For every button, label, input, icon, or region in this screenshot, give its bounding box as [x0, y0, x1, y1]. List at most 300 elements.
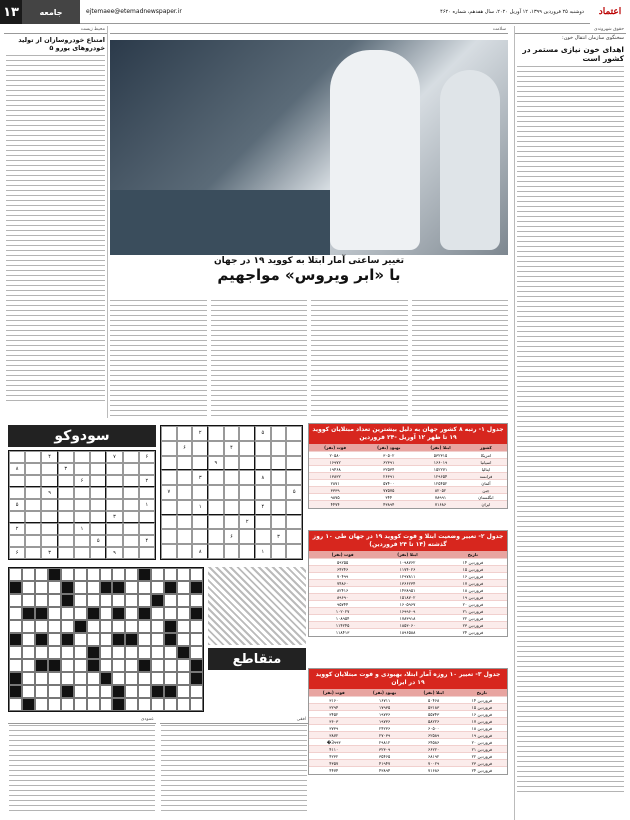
sudoku-cell[interactable]: ۵ [9, 499, 25, 511]
sudoku-cell[interactable] [286, 470, 302, 485]
crossword-cell[interactable] [22, 568, 35, 581]
sudoku-cell[interactable] [58, 535, 74, 547]
sudoku-cell[interactable] [161, 441, 177, 456]
sudoku-cell[interactable] [123, 523, 139, 535]
sudoku-cell[interactable] [271, 515, 287, 530]
sudoku-cell[interactable] [123, 511, 139, 523]
sudoku-cell[interactable] [90, 451, 106, 463]
crossword-cell[interactable] [35, 672, 48, 685]
sudoku-cell[interactable]: ۳ [41, 547, 57, 559]
crossword-cell[interactable] [164, 607, 177, 620]
crossword-cell[interactable] [151, 620, 164, 633]
crossword-cell[interactable] [48, 581, 61, 594]
sudoku-cell[interactable] [161, 500, 177, 515]
sudoku-cell[interactable] [177, 515, 193, 530]
sudoku-cell[interactable]: ۸ [9, 463, 25, 475]
crossword-cell[interactable] [61, 620, 74, 633]
crossword-cell[interactable] [61, 568, 74, 581]
crossword-cell[interactable] [61, 607, 74, 620]
crossword-cell[interactable] [61, 659, 74, 672]
sudoku-cell[interactable] [25, 499, 41, 511]
sudoku-cell[interactable] [25, 547, 41, 559]
sudoku-cell[interactable] [74, 499, 90, 511]
crossword-cell[interactable] [35, 568, 48, 581]
crossword-cell[interactable] [100, 607, 113, 620]
crossword-cell[interactable] [100, 568, 113, 581]
sudoku-cell[interactable] [161, 456, 177, 471]
crossword-cell[interactable] [22, 581, 35, 594]
crossword-cell[interactable] [22, 594, 35, 607]
crossword-cell[interactable] [87, 594, 100, 607]
sudoku-cell[interactable] [239, 441, 255, 456]
sudoku-cell[interactable] [177, 470, 193, 485]
crossword-cell[interactable] [22, 685, 35, 698]
crossword-cell[interactable] [151, 633, 164, 646]
crossword-cell[interactable] [138, 581, 151, 594]
crossword-cell[interactable] [138, 698, 151, 711]
sudoku-cell[interactable] [192, 485, 208, 500]
crossword-cell[interactable] [74, 659, 87, 672]
crossword-cell[interactable] [151, 581, 164, 594]
sudoku-cell[interactable] [74, 511, 90, 523]
sudoku-cell[interactable] [255, 515, 271, 530]
crossword-cell[interactable] [125, 672, 138, 685]
table-3 [308, 668, 508, 775]
sudoku-cell[interactable] [25, 475, 41, 487]
crossword-cell[interactable] [74, 568, 87, 581]
sudoku-cell[interactable] [192, 456, 208, 471]
sudoku-cell[interactable] [208, 515, 224, 530]
crossword-cell[interactable] [177, 607, 190, 620]
sudoku-cell[interactable]: ۳ [106, 511, 122, 523]
sudoku-cell[interactable] [208, 544, 224, 559]
sudoku-cell[interactable]: ۱ [192, 500, 208, 515]
sudoku-cell[interactable] [25, 523, 41, 535]
crossword-cell[interactable] [112, 568, 125, 581]
crossword-cell[interactable] [48, 698, 61, 711]
sudoku-cell[interactable] [9, 511, 25, 523]
sudoku-cell[interactable] [161, 426, 177, 441]
sudoku-cell[interactable] [25, 463, 41, 475]
sudoku-cell[interactable]: ۸ [192, 544, 208, 559]
sudoku-cell[interactable] [255, 456, 271, 471]
crossword-cell[interactable] [61, 672, 74, 685]
sudoku-cell[interactable] [9, 487, 25, 499]
crossword-cell[interactable] [138, 685, 151, 698]
crossword-cell[interactable] [112, 659, 125, 672]
sudoku-cell[interactable] [90, 499, 106, 511]
sudoku-cell[interactable] [286, 441, 302, 456]
crossword-cell[interactable] [35, 620, 48, 633]
crossword-cell[interactable] [74, 646, 87, 659]
sudoku-cell[interactable] [271, 426, 287, 441]
crossword-cell[interactable] [100, 594, 113, 607]
sudoku-cell[interactable] [25, 511, 41, 523]
sudoku-cell[interactable] [286, 544, 302, 559]
crossword-cell[interactable] [61, 698, 74, 711]
crossword-cell[interactable] [74, 685, 87, 698]
sudoku-cell[interactable] [123, 451, 139, 463]
crossword-cell[interactable] [74, 698, 87, 711]
crossword-cell [87, 646, 100, 659]
crossword-cell[interactable] [48, 607, 61, 620]
sudoku-cell[interactable] [41, 499, 57, 511]
sudoku-cell[interactable] [25, 451, 41, 463]
sudoku-cell[interactable] [25, 487, 41, 499]
sudoku-cell[interactable]: ۹ [41, 487, 57, 499]
sudoku-cell[interactable] [123, 487, 139, 499]
sudoku-cell[interactable] [123, 499, 139, 511]
crossword-cell[interactable] [9, 620, 22, 633]
crossword-cell[interactable] [48, 672, 61, 685]
crossword-cell[interactable] [177, 568, 190, 581]
crossword-cell[interactable] [125, 594, 138, 607]
sudoku-cell[interactable]: ۱ [74, 523, 90, 535]
sudoku-cell[interactable] [286, 456, 302, 471]
sudoku-cell[interactable] [74, 535, 90, 547]
crossword-cell[interactable] [138, 594, 151, 607]
sudoku-cell[interactable]: ۶ [74, 475, 90, 487]
sudoku-cell[interactable] [58, 487, 74, 499]
sudoku-cell[interactable] [41, 463, 57, 475]
sudoku-cell[interactable] [208, 485, 224, 500]
crossword-cell[interactable] [100, 659, 113, 672]
crossword-cell[interactable] [125, 685, 138, 698]
sudoku-cell[interactable] [9, 451, 25, 463]
crossword-cell[interactable] [164, 568, 177, 581]
crossword-cell[interactable] [9, 698, 22, 711]
middle-kicker-bar [110, 26, 508, 38]
sudoku-cell[interactable]: ۶ [139, 451, 155, 463]
table-row [309, 480, 507, 487]
sudoku-cell[interactable]: ۶ [9, 547, 25, 559]
sudoku-cell[interactable]: ۵ [255, 426, 271, 441]
crossword-cell[interactable] [125, 568, 138, 581]
crossword-cell[interactable] [164, 672, 177, 685]
sudoku-cell[interactable] [161, 544, 177, 559]
crossword-cell[interactable] [112, 646, 125, 659]
sudoku-cell[interactable] [192, 515, 208, 530]
sudoku-cell[interactable] [271, 485, 287, 500]
crossword-cell[interactable] [87, 581, 100, 594]
sudoku-cell[interactable] [90, 475, 106, 487]
sudoku-cell[interactable] [239, 426, 255, 441]
sudoku-cell[interactable] [139, 523, 155, 535]
sudoku-cell[interactable] [74, 487, 90, 499]
crossword-cell[interactable] [151, 646, 164, 659]
sudoku-cell[interactable] [106, 475, 122, 487]
crossword-cell[interactable] [100, 620, 113, 633]
sudoku-cell[interactable] [177, 500, 193, 515]
sudoku-cell[interactable] [41, 511, 57, 523]
sudoku-cell[interactable] [161, 529, 177, 544]
crossword-cell[interactable] [74, 607, 87, 620]
crossword-cell[interactable] [9, 607, 22, 620]
sudoku-cell[interactable] [177, 544, 193, 559]
crossword-cell[interactable] [190, 568, 203, 581]
sudoku-cell[interactable] [286, 426, 302, 441]
sudoku-cell[interactable] [106, 463, 122, 475]
sudoku-cell[interactable] [123, 547, 139, 559]
crossword-cell[interactable] [190, 594, 203, 607]
sudoku-cell[interactable] [41, 523, 57, 535]
story-column-4 [412, 300, 509, 418]
sudoku-cell[interactable] [41, 535, 57, 547]
sudoku-cell[interactable]: ۸ [255, 470, 271, 485]
sudoku-cell[interactable] [224, 544, 240, 559]
sudoku-cell[interactable] [9, 475, 25, 487]
sudoku-cell[interactable] [255, 485, 271, 500]
crossword-cell[interactable] [138, 646, 151, 659]
sudoku-cell[interactable] [90, 463, 106, 475]
sudoku-cell[interactable]: ۶ [177, 441, 193, 456]
sudoku-cell[interactable]: ۷ [106, 451, 122, 463]
sudoku-cell[interactable] [58, 523, 74, 535]
sudoku-cell[interactable] [271, 456, 287, 471]
crossword-cell[interactable] [177, 698, 190, 711]
crossword-cell[interactable] [125, 646, 138, 659]
sudoku-cell[interactable]: ۴ [41, 451, 57, 463]
sudoku-cell[interactable] [255, 441, 271, 456]
crossword-cell[interactable] [22, 659, 35, 672]
sudoku-cell[interactable] [74, 547, 90, 559]
sudoku-cell[interactable] [224, 485, 240, 500]
sudoku-cell[interactable] [90, 487, 106, 499]
crossword-cell[interactable] [100, 646, 113, 659]
sudoku-cell[interactable] [271, 500, 287, 515]
crossword-cell[interactable] [9, 659, 22, 672]
sudoku-cell[interactable] [123, 475, 139, 487]
sudoku-cell[interactable]: ۹ [106, 547, 122, 559]
crossword-cell[interactable] [9, 594, 22, 607]
sudoku-cell[interactable]: ۱ [255, 544, 271, 559]
sudoku-cell[interactable]: ۲ [9, 523, 25, 535]
crossword-cell[interactable] [48, 646, 61, 659]
sudoku-cell[interactable]: ۴ [255, 500, 271, 515]
sudoku-cell[interactable] [239, 485, 255, 500]
crossword-cell[interactable] [177, 672, 190, 685]
crossword-cell[interactable] [35, 698, 48, 711]
sudoku-cell[interactable]: ۳ [192, 470, 208, 485]
crossword-cell[interactable] [35, 646, 48, 659]
crossword-cell[interactable] [112, 620, 125, 633]
crossword-cell[interactable] [125, 698, 138, 711]
crossword-cell[interactable] [22, 646, 35, 659]
sudoku-cell[interactable] [192, 441, 208, 456]
table-row [309, 601, 507, 608]
sudoku-cell[interactable] [58, 547, 74, 559]
sudoku-cell[interactable] [139, 463, 155, 475]
crossword-cell[interactable] [87, 568, 100, 581]
table-cell: ۱۶۹۹۶۰۹ [376, 608, 439, 615]
sudoku-cell[interactable] [208, 426, 224, 441]
crossword-cell [100, 672, 113, 685]
crossword-cell[interactable] [48, 685, 61, 698]
sudoku-cell[interactable] [192, 529, 208, 544]
crossword-cell[interactable] [190, 633, 203, 646]
crossword-cell[interactable] [164, 646, 177, 659]
sudoku-cell[interactable]: ۵ [90, 535, 106, 547]
sudoku-cell[interactable]: ۲ [139, 475, 155, 487]
crossword-cell[interactable] [35, 581, 48, 594]
crossword-cell[interactable] [112, 672, 125, 685]
sudoku-cell[interactable] [123, 535, 139, 547]
table-header-cell: تاریخ [457, 689, 507, 697]
crossword-cell [112, 633, 125, 646]
sudoku-cell[interactable] [139, 487, 155, 499]
sudoku-cell[interactable]: ۶ [224, 529, 240, 544]
sudoku-cell[interactable] [123, 463, 139, 475]
sudoku-cell[interactable] [208, 441, 224, 456]
table-cell: ایتالیا [465, 466, 507, 473]
sudoku-cell[interactable] [224, 456, 240, 471]
crossword-cell[interactable] [125, 581, 138, 594]
crossword-cell[interactable] [100, 633, 113, 646]
crossword-cell[interactable] [48, 620, 61, 633]
sudoku-cell[interactable] [208, 470, 224, 485]
crossword-cell[interactable] [48, 594, 61, 607]
crossword-cell[interactable] [177, 685, 190, 698]
sudoku-cell[interactable] [177, 456, 193, 471]
crossword-cell[interactable] [87, 672, 100, 685]
crossword-cell[interactable] [74, 672, 87, 685]
sudoku-cell[interactable] [224, 500, 240, 515]
crossword-cell[interactable] [22, 633, 35, 646]
crossword-cell[interactable] [74, 633, 87, 646]
sudoku-cell[interactable] [106, 499, 122, 511]
sudoku-cell[interactable] [90, 547, 106, 559]
crossword-cell[interactable] [112, 594, 125, 607]
crossword-cell[interactable] [151, 672, 164, 685]
sudoku-cell[interactable]: ۷ [161, 485, 177, 500]
sudoku-cell[interactable] [74, 463, 90, 475]
sudoku-cell[interactable] [239, 456, 255, 471]
sudoku-cell[interactable]: ۲ [239, 515, 255, 530]
crossword-cell[interactable] [151, 607, 164, 620]
sudoku-cell[interactable] [90, 523, 106, 535]
sudoku-cell[interactable] [255, 529, 271, 544]
sudoku-cell[interactable] [161, 515, 177, 530]
sudoku-cell[interactable] [106, 487, 122, 499]
sudoku-cell[interactable] [224, 470, 240, 485]
crossword-cell[interactable] [74, 594, 87, 607]
sudoku-cell[interactable] [224, 426, 240, 441]
sudoku-cell[interactable] [224, 515, 240, 530]
crossword-cell[interactable] [177, 633, 190, 646]
crossword-cell[interactable] [164, 659, 177, 672]
crossword-cell[interactable] [125, 620, 138, 633]
crossword-cell[interactable] [177, 620, 190, 633]
sudoku-cell[interactable]: ۴ [224, 441, 240, 456]
sudoku-cell[interactable]: ۱ [139, 499, 155, 511]
crossword-cell[interactable] [151, 698, 164, 711]
crossword-cell[interactable] [74, 581, 87, 594]
sudoku-cell[interactable] [161, 470, 177, 485]
crossword-cell[interactable] [100, 698, 113, 711]
sudoku-cell[interactable] [286, 529, 302, 544]
sudoku-cell[interactable] [239, 470, 255, 485]
sudoku-cell[interactable] [58, 475, 74, 487]
sudoku-cell[interactable] [208, 529, 224, 544]
sudoku-cell[interactable]: ۳ [271, 529, 287, 544]
sudoku-cell[interactable]: ۹ [208, 456, 224, 471]
crossword-cell[interactable] [100, 685, 113, 698]
crossword-cell[interactable] [177, 659, 190, 672]
crossword-cell[interactable] [9, 646, 22, 659]
sudoku-cell[interactable]: ۲ [192, 426, 208, 441]
crossword-cell[interactable] [151, 568, 164, 581]
crossword-cell[interactable] [138, 620, 151, 633]
sudoku-cell[interactable] [286, 500, 302, 515]
table-header-cell: فوت (نفر) [309, 551, 376, 559]
table-cell: ۱۹ فروردین [439, 594, 507, 601]
crossword-cell[interactable] [87, 685, 100, 698]
sudoku-cell[interactable] [90, 511, 106, 523]
sudoku-cell[interactable] [106, 523, 122, 535]
sudoku-cell[interactable] [239, 529, 255, 544]
sudoku-cell[interactable] [239, 544, 255, 559]
crossword-cell[interactable] [138, 672, 151, 685]
crossword-cell[interactable] [87, 620, 100, 633]
sudoku-cell[interactable] [177, 485, 193, 500]
sudoku-cell[interactable] [271, 470, 287, 485]
sudoku-cell[interactable] [177, 426, 193, 441]
sudoku-cell[interactable] [208, 500, 224, 515]
crossword-cell[interactable] [151, 659, 164, 672]
crossword-cell[interactable] [190, 646, 203, 659]
crossword-cell[interactable] [35, 594, 48, 607]
sudoku-cell[interactable] [271, 441, 287, 456]
crossword-cell[interactable] [22, 672, 35, 685]
crossword-cell[interactable] [125, 607, 138, 620]
crossword-cell[interactable] [164, 698, 177, 711]
crossword-cell[interactable] [9, 568, 22, 581]
crossword-cell[interactable] [87, 698, 100, 711]
crossword-cell[interactable] [164, 594, 177, 607]
sudoku-cell[interactable] [58, 451, 74, 463]
crossword-cell[interactable] [138, 633, 151, 646]
sudoku-cell[interactable] [239, 500, 255, 515]
sudoku-cell[interactable] [177, 529, 193, 544]
sudoku-cell[interactable] [41, 475, 57, 487]
sudoku-cell[interactable] [271, 544, 287, 559]
crossword-cell[interactable] [22, 620, 35, 633]
sudoku-cell[interactable] [139, 547, 155, 559]
crossword-cell[interactable] [177, 594, 190, 607]
sudoku-cell[interactable] [106, 535, 122, 547]
sudoku-cell[interactable] [9, 535, 25, 547]
sudoku-cell[interactable] [58, 511, 74, 523]
sudoku-cell[interactable] [58, 499, 74, 511]
crossword-cell[interactable] [35, 685, 48, 698]
crossword-cell[interactable] [48, 633, 61, 646]
crossword-cell[interactable] [190, 620, 203, 633]
crossword-cell[interactable] [87, 633, 100, 646]
header-email[interactable]: ejtemaee@etemadnewspaper.ir [86, 8, 182, 15]
crossword-cell[interactable] [190, 685, 203, 698]
sudoku-cell[interactable] [74, 451, 90, 463]
sudoku-cell[interactable] [25, 535, 41, 547]
crossword-cell[interactable] [190, 698, 203, 711]
sudoku-cell[interactable] [139, 511, 155, 523]
crossword-cell[interactable] [125, 659, 138, 672]
sudoku-cell[interactable]: ۵ [286, 485, 302, 500]
sudoku-cell[interactable]: ۴ [139, 535, 155, 547]
sudoku-cell[interactable]: ۳ [58, 463, 74, 475]
crossword-cell[interactable] [177, 581, 190, 594]
crossword-cell[interactable] [61, 646, 74, 659]
sudoku-cell[interactable] [286, 515, 302, 530]
